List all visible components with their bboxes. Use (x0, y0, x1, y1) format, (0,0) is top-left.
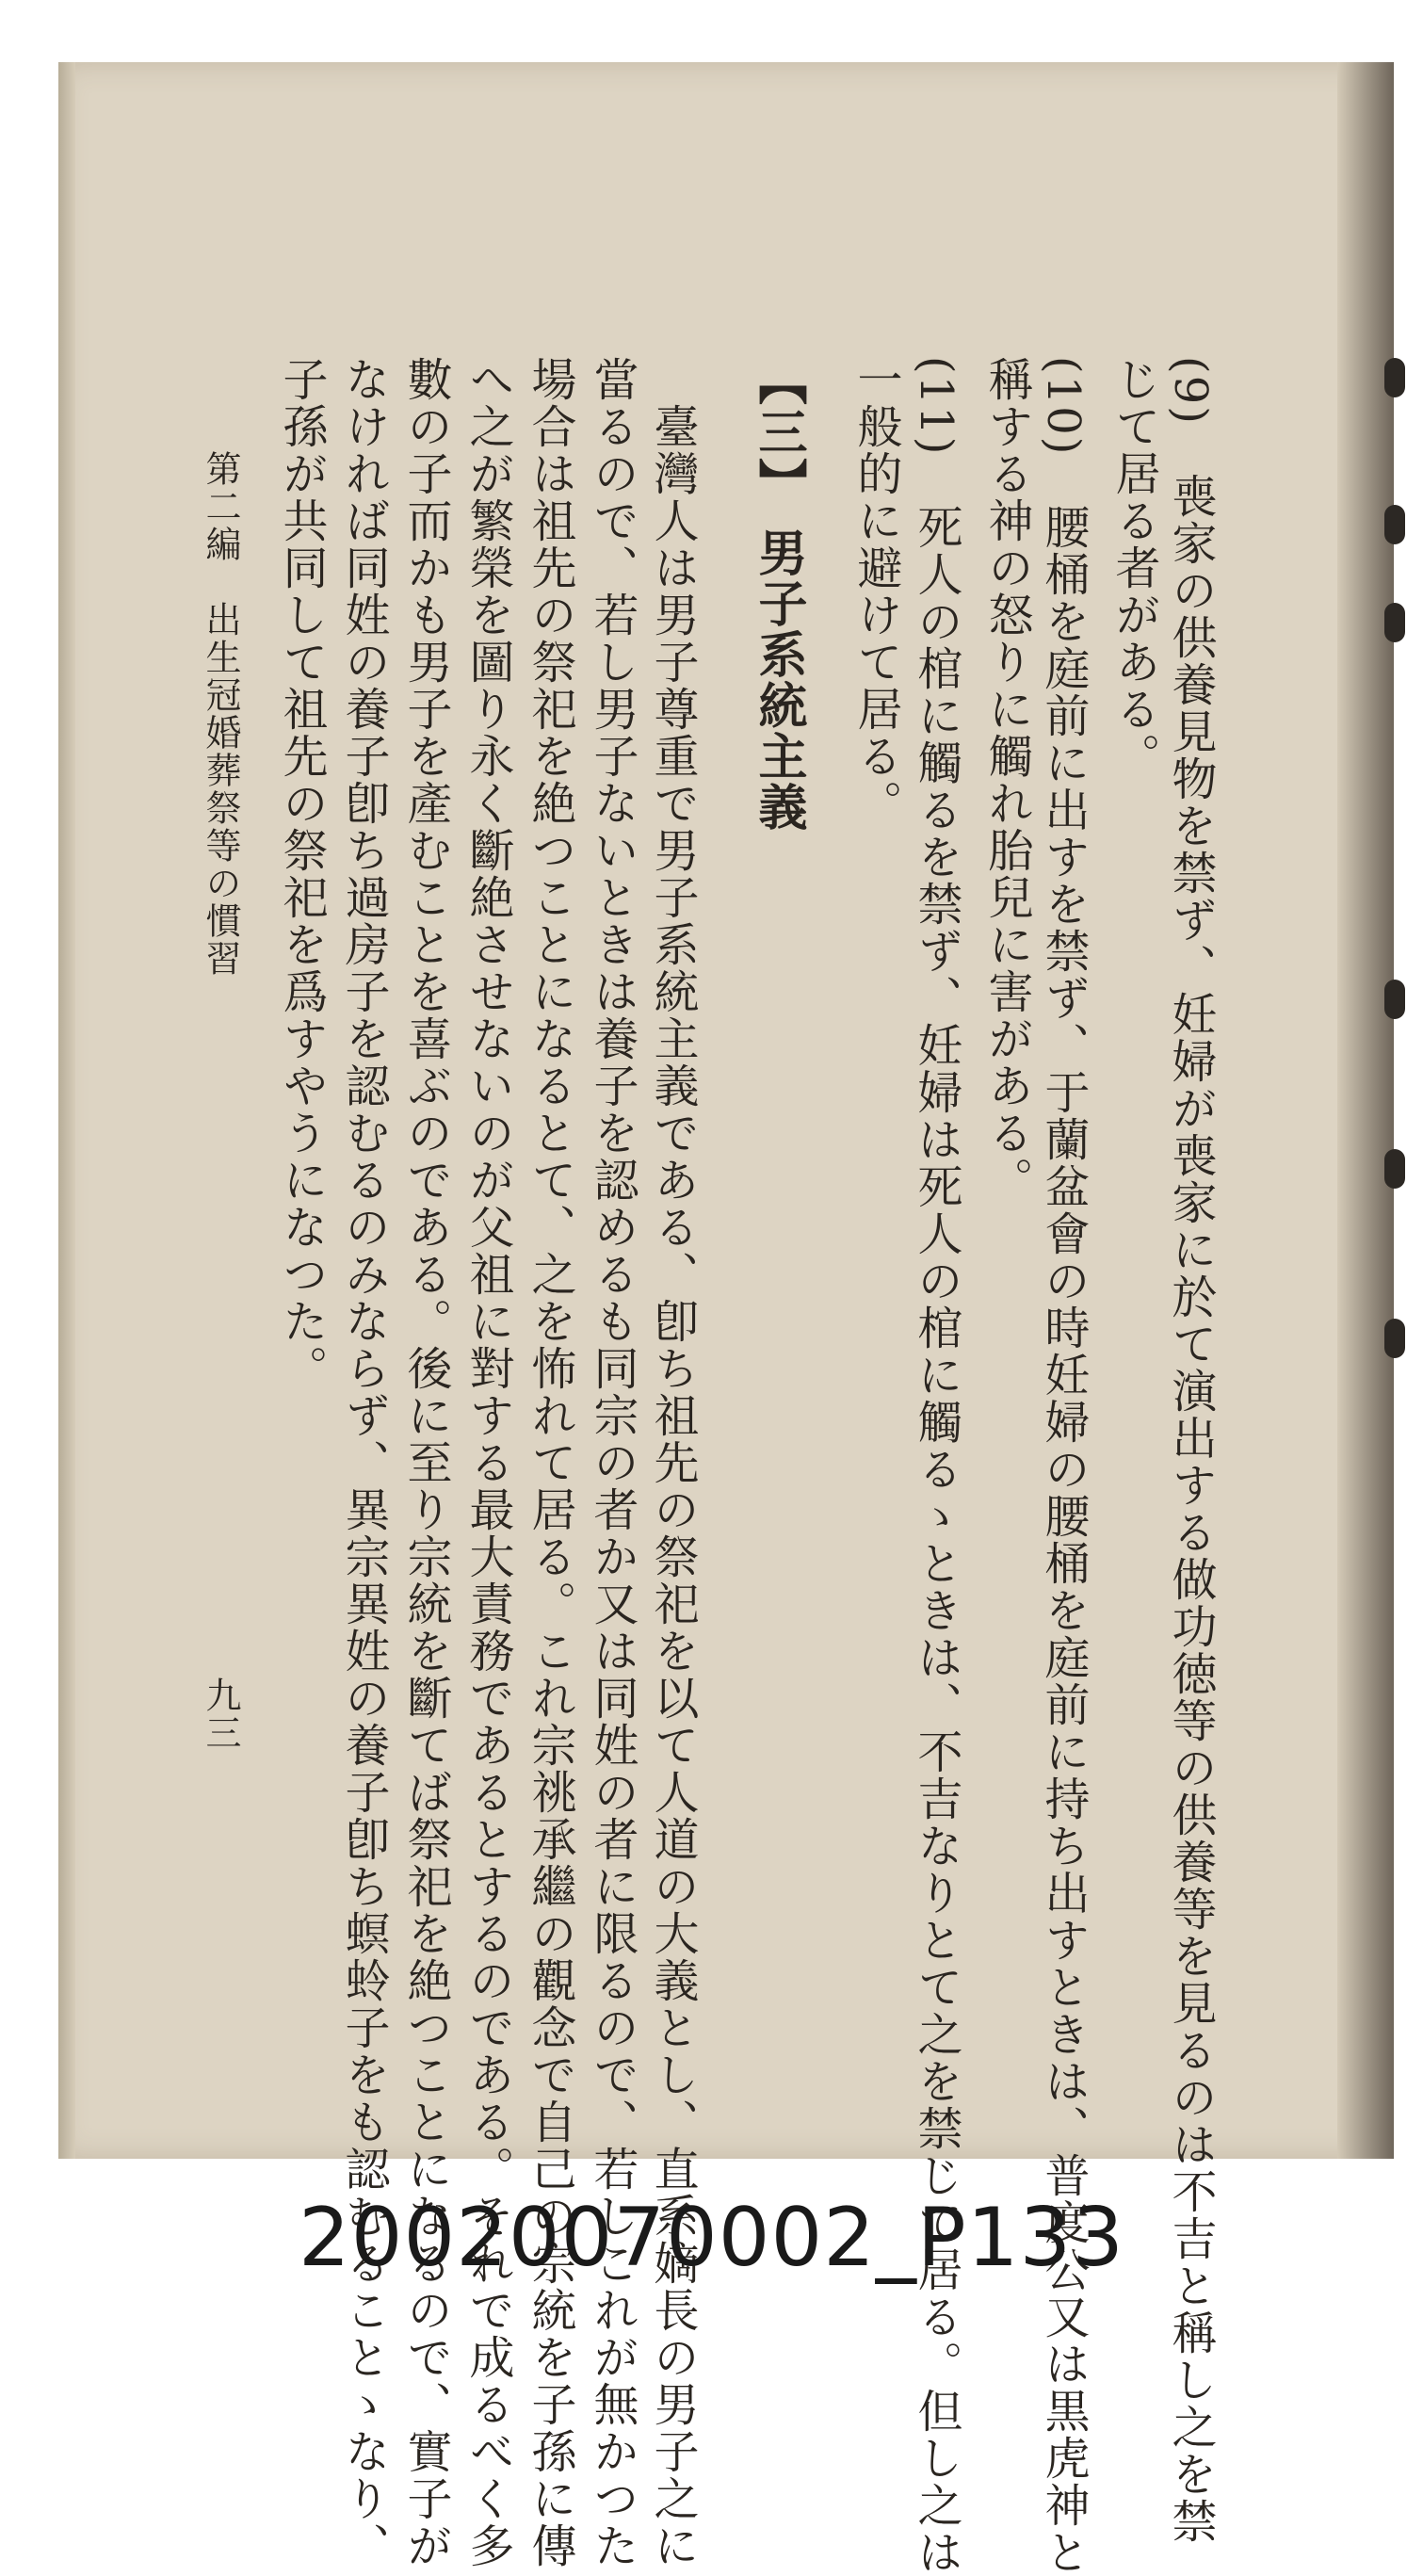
text-column: じて居る者がある。 (1108, 356, 1160, 780)
text-column: 當るので、若し男子ないときは養子を認めるも同宗の者か又は同姓の者に限るので、若しこれが無かつた (586, 356, 639, 2569)
binding-hole (1384, 980, 1405, 1019)
binding-hole (1384, 505, 1405, 544)
text-column: (11) 死人の棺に觸るを禁ず、妊婦は死人の棺に觸るゝときは、不吉なりとて之を禁じて居る。但し之は (910, 356, 962, 2576)
image-caption: 20020070002_P133 (299, 2191, 1124, 2285)
binding-hole (1384, 1149, 1405, 1189)
text-column: へ之が繁榮を圖り永く斷絶させないのが父祖に對する最大責務であるとするのである。それで成るべく多 (461, 356, 514, 2569)
text-column: 場合は祖先の祭祀を絶つことになるとて、之を怖れて居る。これ宗祧承繼の觀念で自己の宗統を子孫に傳 (524, 356, 576, 2569)
text-column: 臺灣人は男子尊重で男子系統主義である、卽ち祖先の祭祀を以て人道の大義とし、直系嫡長の男子之に (646, 356, 699, 2569)
text-column: 子孫が共同して祖先の祭祀を爲すやうになつた。 (275, 356, 328, 1392)
section-heading: 【三】 男子系統主義 (750, 356, 806, 834)
text-column: (9) 喪家の供養見物を禁ず、妊婦が喪家に於て演出する做功徳等の供養等を見るのは不吉と稱し之を禁 (1164, 356, 1217, 2545)
text-column: 稱する神の怒りに觸れ胎兒に害がある。 (980, 356, 1033, 1204)
binding-hole (1384, 358, 1405, 397)
text-column: (10) 腰桶を庭前に出すを禁ず、于蘭盆會の時妊婦の腰桶を庭前に持ち出すときは、普度公又は黒虎神と (1037, 356, 1090, 2576)
binding-hole (1384, 603, 1405, 642)
section-title-footer: 第二編 出生冠婚葬祭等の慣習 (200, 450, 241, 978)
page-edge (58, 62, 75, 2159)
text-column: 一般的に避けて居る。 (849, 356, 902, 827)
text-column: 數の子而かも男子を產むことを喜ぶのである。後に至り宗統を斷てば祭祀を絶つことになるので、實子が (399, 356, 452, 2569)
binding-hole (1384, 1319, 1405, 1358)
text-column: なければ同姓の養子卽ち過房子を認むるのみならず、異宗異姓の養子卽ち螟蛉子をも認むることゝなり、 (337, 356, 390, 2569)
page-number: 九三 (200, 1677, 241, 1752)
